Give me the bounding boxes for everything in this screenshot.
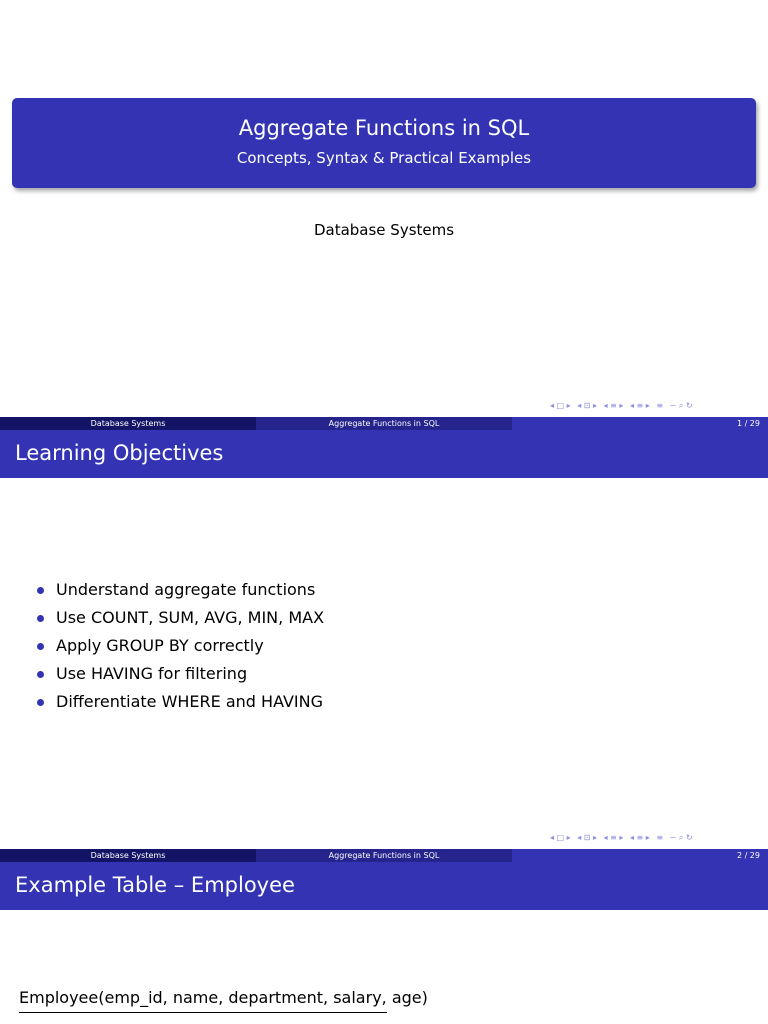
list-item-text: Use COUNT, SUM, AVG, MIN, MAX bbox=[56, 608, 325, 627]
nav-frame-icon[interactable]: ◂ ⊡ ▸ bbox=[577, 401, 598, 410]
frame-title: Learning Objectives bbox=[15, 441, 224, 465]
list-item bbox=[37, 662, 324, 690]
employee-schema: Employee(emp_id, name, department, salary, age) bbox=[19, 988, 428, 1007]
frame-title-bar bbox=[0, 430, 768, 478]
nav-search-icon[interactable]: ∽ ⌕ ↻ bbox=[669, 833, 693, 842]
frame-title-bar bbox=[0, 862, 768, 910]
footline-2 bbox=[0, 849, 768, 862]
footer-title: Aggregate Functions in SQL bbox=[256, 849, 512, 862]
list-item-text: Differentiate WHERE and HAVING bbox=[56, 692, 324, 711]
title-block bbox=[12, 98, 756, 188]
schema-underline bbox=[19, 1012, 387, 1013]
footer-author: Database Systems bbox=[0, 417, 256, 430]
list-item bbox=[37, 578, 324, 606]
navigation-bar bbox=[550, 401, 765, 413]
bullet-icon bbox=[37, 615, 44, 622]
nav-doc-icon[interactable]: ≡ bbox=[656, 401, 664, 410]
nav-slide-icon[interactable]: ◂ □ ▸ bbox=[550, 833, 571, 842]
nav-subsection-icon[interactable]: ◂ ≡ ▸ bbox=[603, 833, 624, 842]
footer-author: Database Systems bbox=[0, 849, 256, 862]
bullet-icon bbox=[37, 699, 44, 706]
nav-doc-icon[interactable]: ≡ bbox=[656, 833, 664, 842]
list-item bbox=[37, 690, 324, 718]
nav-section-icon[interactable]: ◂ ≡ ▸ bbox=[629, 401, 650, 410]
list-item-text: Understand aggregate functions bbox=[56, 580, 316, 599]
bullet-icon bbox=[37, 671, 44, 678]
footline-1 bbox=[0, 417, 768, 430]
presentation-author: Database Systems bbox=[313, 221, 455, 239]
footer-page-segment bbox=[512, 417, 768, 430]
nav-section-icon[interactable]: ◂ ≡ ▸ bbox=[629, 833, 650, 842]
bullet-icon bbox=[37, 643, 44, 650]
nav-subsection-icon[interactable]: ◂ ≡ ▸ bbox=[603, 401, 624, 410]
footer-page-segment bbox=[512, 849, 768, 862]
page-number: 2 / 29 bbox=[736, 851, 760, 860]
presentation-subtitle: Concepts, Syntax & Practical Examples bbox=[236, 149, 532, 167]
presentation-title: Aggregate Functions in SQL bbox=[238, 116, 530, 140]
objectives-list bbox=[37, 578, 324, 718]
page-number: 1 / 29 bbox=[736, 419, 760, 428]
navigation-bar bbox=[550, 833, 765, 845]
list-item bbox=[37, 634, 324, 662]
footer-title: Aggregate Functions in SQL bbox=[256, 417, 512, 430]
list-item bbox=[37, 606, 324, 634]
bullet-icon bbox=[37, 587, 44, 594]
list-item-text: Apply GROUP BY correctly bbox=[56, 636, 264, 655]
nav-search-icon[interactable]: ∽ ⌕ ↻ bbox=[669, 401, 693, 410]
nav-frame-icon[interactable]: ◂ ⊡ ▸ bbox=[577, 833, 598, 842]
nav-slide-icon[interactable]: ◂ □ ▸ bbox=[550, 401, 571, 410]
list-item-text: Use HAVING for filtering bbox=[56, 664, 248, 683]
frame-title: Example Table – Employee bbox=[15, 873, 295, 897]
